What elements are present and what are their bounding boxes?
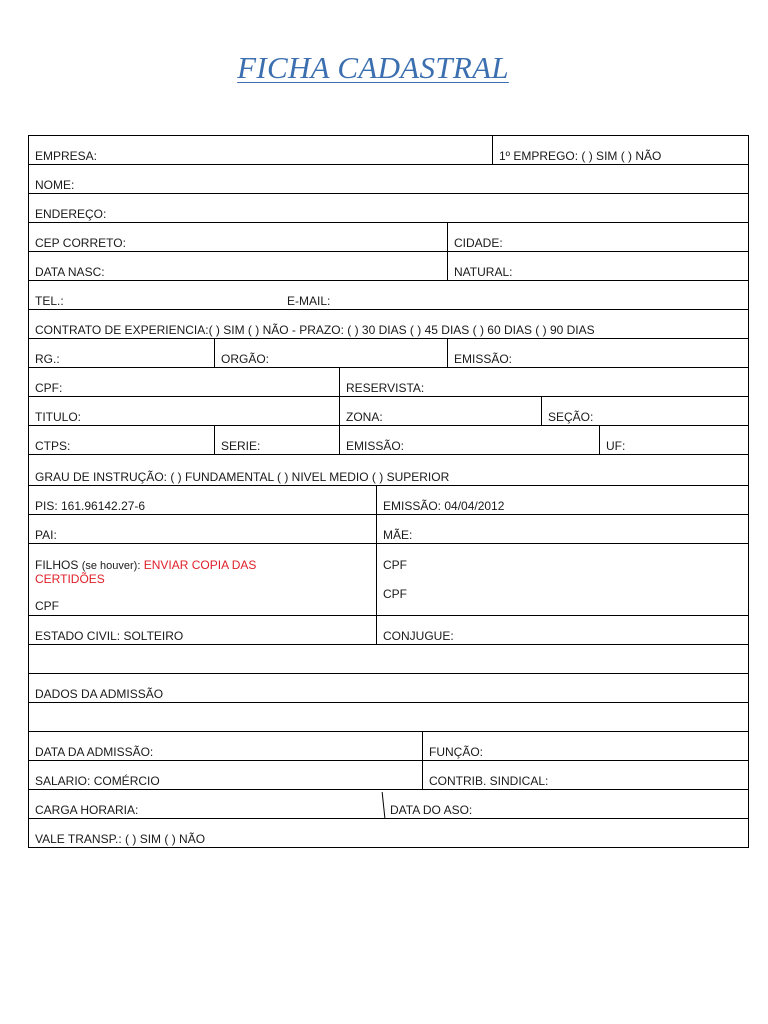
filhos-field[interactable] bbox=[29, 544, 376, 615]
row-data-admissao bbox=[29, 732, 748, 761]
contrato-label: CONTRATO DE EXPERIENCIA:( ) SIM ( ) NÃO - PRAZO: ( ) 30 DIAS ( ) 45 DIAS ( ) 60 DIAS ( ) 90 DIAS bbox=[35, 323, 595, 337]
endereco-label: ENDEREÇO: bbox=[35, 207, 107, 221]
row-blank-1 bbox=[29, 645, 748, 674]
titulo-field[interactable] bbox=[29, 397, 339, 425]
carga-horaria-field[interactable] bbox=[29, 790, 384, 818]
filhos-se-houver: (se houver): bbox=[81, 560, 141, 572]
dados-admissao-label: DADOS DA ADMISSÃO bbox=[35, 687, 164, 701]
emissao-ctps-field[interactable] bbox=[339, 426, 599, 454]
row-rg bbox=[29, 339, 748, 368]
filhos-cpf-label: CPF bbox=[35, 599, 59, 613]
row-blank-2 bbox=[29, 703, 748, 732]
carga-horaria-label: CARGA HORARIA: bbox=[35, 803, 139, 817]
cpf-right-label-1: CPF bbox=[383, 558, 407, 572]
secao-field[interactable] bbox=[541, 397, 748, 425]
estado-civil-field[interactable] bbox=[29, 616, 376, 644]
filhos-certidoes: CERTIDÕES bbox=[35, 572, 105, 586]
reservista-field[interactable] bbox=[339, 368, 748, 396]
mae-label: MÃE: bbox=[383, 528, 413, 542]
data-nasc-field[interactable] bbox=[29, 252, 447, 280]
conjugue-field[interactable] bbox=[376, 616, 748, 644]
estado-civil-label: ESTADO CIVIL: SOLTEIRO bbox=[35, 629, 184, 643]
cidade-field[interactable] bbox=[447, 223, 748, 251]
row-cpf bbox=[29, 368, 748, 397]
endereco-field[interactable] bbox=[29, 194, 748, 222]
reservista-label: RESERVISTA: bbox=[346, 381, 425, 395]
row-carga-horaria bbox=[29, 790, 748, 819]
orgao-label: ORGÃO: bbox=[221, 352, 270, 366]
pis-field[interactable] bbox=[29, 486, 376, 514]
cep-field[interactable] bbox=[29, 223, 447, 251]
row-pis bbox=[29, 486, 748, 515]
row-endereco bbox=[29, 194, 748, 223]
row-grau-instrucao bbox=[29, 455, 748, 486]
row-estado-civil bbox=[29, 616, 748, 645]
natural-field[interactable] bbox=[447, 252, 748, 280]
cep-label: CEP CORRETO: bbox=[35, 236, 126, 250]
registration-form bbox=[28, 135, 749, 848]
vale-transp-field[interactable] bbox=[29, 819, 748, 847]
blank-field-2[interactable] bbox=[29, 703, 748, 731]
ctps-label: CTPS: bbox=[35, 439, 71, 453]
salario-label: SALARIO: COMÉRCIO bbox=[35, 774, 160, 788]
blank-field-1[interactable] bbox=[29, 645, 748, 673]
pai-label: PAI: bbox=[35, 528, 57, 542]
cidade-label: CIDADE: bbox=[454, 236, 503, 250]
zona-field[interactable] bbox=[339, 397, 541, 425]
uf-field[interactable] bbox=[599, 426, 748, 454]
row-cep bbox=[29, 223, 748, 252]
filhos-enviar-copia: ENVIAR COPIA DAS bbox=[143, 558, 257, 572]
tel-field[interactable] bbox=[29, 281, 281, 309]
ctps-field[interactable] bbox=[29, 426, 214, 454]
row-vale-transp bbox=[29, 819, 748, 847]
email-field[interactable] bbox=[281, 281, 748, 309]
titulo-label: TITULO: bbox=[35, 410, 82, 424]
orgao-field[interactable] bbox=[214, 339, 447, 367]
emissao-ctps-label: EMISSÃO: bbox=[346, 439, 405, 453]
rg-label: RG.: bbox=[35, 352, 60, 366]
primeiro-emprego-label: 1º EMPREGO: ( ) SIM ( ) NÃO bbox=[499, 149, 662, 163]
row-pai bbox=[29, 515, 748, 544]
row-tel bbox=[29, 281, 748, 310]
secao-label: SEÇÃO: bbox=[548, 410, 594, 424]
row-contrato bbox=[29, 310, 748, 339]
emissao-pis-label: EMISSÃO: 04/04/2012 bbox=[383, 499, 505, 513]
empresa-field[interactable] bbox=[29, 136, 492, 164]
data-aso-field[interactable] bbox=[384, 790, 748, 818]
primeiro-emprego-field[interactable] bbox=[492, 136, 748, 164]
filhos-text bbox=[35, 559, 315, 586]
serie-field[interactable] bbox=[214, 426, 339, 454]
row-titulo bbox=[29, 397, 748, 426]
emissao-rg-label: EMISSÃO: bbox=[454, 352, 513, 366]
data-admissao-field[interactable] bbox=[29, 732, 422, 760]
contrib-sindical-label: CONTRIB. SINDICAL: bbox=[429, 774, 549, 788]
data-aso-label: DATA DO ASO: bbox=[390, 803, 473, 817]
serie-label: SERIE: bbox=[221, 439, 261, 453]
emissao-pis-field[interactable] bbox=[376, 486, 748, 514]
cpf-label: CPF: bbox=[35, 381, 63, 395]
uf-label: UF: bbox=[606, 439, 626, 453]
row-ctps bbox=[29, 426, 748, 455]
nome-field[interactable] bbox=[29, 165, 748, 193]
contrato-field[interactable] bbox=[29, 310, 748, 338]
row-dados-admissao bbox=[29, 674, 748, 703]
page-title: FICHA CADASTRAL bbox=[237, 50, 509, 85]
funcao-field[interactable] bbox=[422, 732, 748, 760]
rg-field[interactable] bbox=[29, 339, 214, 367]
row-data-nasc bbox=[29, 252, 748, 281]
funcao-label: FUNÇÃO: bbox=[429, 745, 483, 759]
row-salario bbox=[29, 761, 748, 790]
zona-label: ZONA: bbox=[346, 410, 383, 424]
row-empresa bbox=[29, 136, 748, 165]
empresa-label: EMPRESA: bbox=[35, 149, 98, 163]
row-filhos bbox=[29, 544, 748, 616]
contrib-sindical-field[interactable] bbox=[422, 761, 748, 789]
pai-field[interactable] bbox=[29, 515, 376, 543]
natural-label: NATURAL: bbox=[454, 265, 513, 279]
cpf-field[interactable] bbox=[29, 368, 339, 396]
row-nome bbox=[29, 165, 748, 194]
emissao-rg-field[interactable] bbox=[447, 339, 748, 367]
grau-instrucao-field[interactable] bbox=[29, 455, 748, 485]
vale-transp-label: VALE TRANSP.: ( ) SIM ( ) NÃO bbox=[35, 832, 206, 846]
email-label: E-MAIL: bbox=[287, 294, 331, 308]
pis-label: PIS: 161.96142.27-6 bbox=[35, 499, 146, 513]
salario-field[interactable] bbox=[29, 761, 422, 789]
filhos-cpf-field[interactable] bbox=[376, 544, 748, 615]
grau-instrucao-label: GRAU DE INSTRUÇÃO: ( ) FUNDAMENTAL ( ) NIVEL MEDIO ( ) SUPERIOR bbox=[35, 470, 450, 484]
data-admissao-label: DATA DA ADMISSÃO: bbox=[35, 745, 154, 759]
conjugue-label: CONJUGUE: bbox=[383, 629, 454, 643]
tel-label: TEL.: bbox=[35, 294, 64, 308]
filhos-label: FILHOS bbox=[35, 558, 79, 572]
dados-admissao-heading bbox=[29, 674, 748, 702]
cpf-right-label-2: CPF bbox=[383, 587, 407, 601]
nome-label: NOME: bbox=[35, 178, 75, 192]
mae-field[interactable] bbox=[376, 515, 748, 543]
data-nasc-label: DATA NASC: bbox=[35, 265, 105, 279]
